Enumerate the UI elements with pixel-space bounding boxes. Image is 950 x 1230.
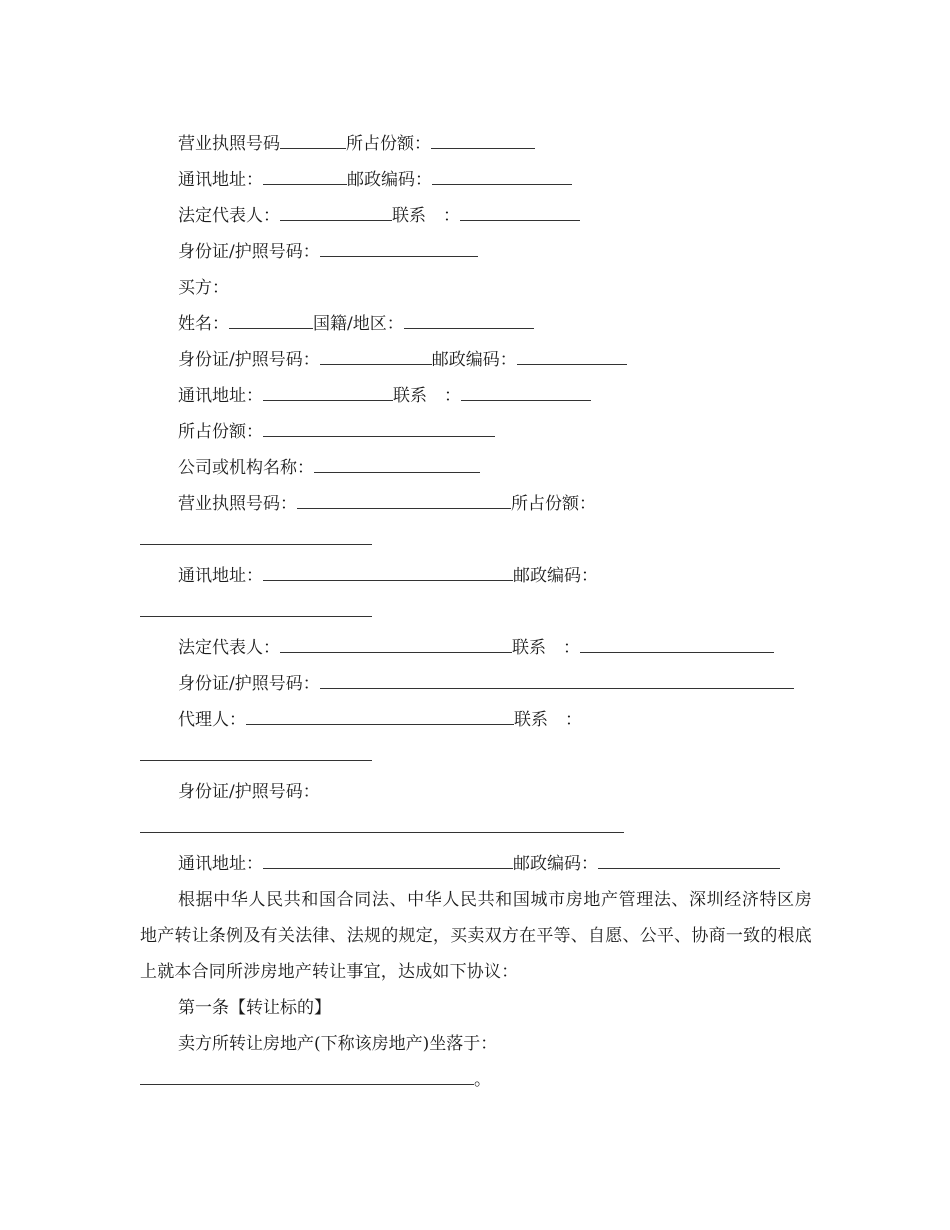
seller-address-label: 通讯地址： — [178, 170, 263, 190]
seller-legal-rep-row — [0, 198, 580, 234]
buyer-legal-rep-label: 法定代表人： — [178, 638, 280, 658]
buyer-agent-address-blank[interactable] — [263, 867, 513, 869]
buyer-name-row — [0, 306, 534, 342]
buyer-heading-text: 买方： — [178, 278, 229, 298]
buyer-share-blank[interactable] — [263, 435, 495, 437]
buyer-nationality-label: 国籍/地区： — [313, 314, 404, 334]
seller-license-blank[interactable] — [280, 147, 346, 149]
buyer-contact3-row — [0, 738, 372, 774]
seller-license-label: 营业执照号码 — [178, 134, 280, 154]
buyer-legal-rep-row — [0, 630, 774, 666]
buyer-license-label: 营业执照号码： — [178, 494, 297, 514]
article1-title-text: 第一条【转让标的】 — [178, 998, 331, 1018]
buyer-contact-blank[interactable] — [461, 399, 591, 401]
buyer-contact3-blank[interactable] — [140, 759, 372, 761]
seller-share-blank[interactable] — [431, 147, 535, 149]
buyer-id-label: 身份证/护照号码： — [178, 350, 320, 370]
buyer-agent-address-label: 通讯地址： — [178, 854, 263, 874]
buyer-nationality-blank[interactable] — [404, 327, 534, 329]
buyer-address2-label: 通讯地址： — [178, 566, 263, 586]
buyer-contact-label: 联系 ： — [393, 386, 461, 406]
buyer-agent-id-blank-row — [0, 810, 624, 846]
buyer-share2-label: 所占份额： — [511, 494, 596, 514]
buyer-name-label: 姓名： — [178, 314, 229, 334]
buyer-postcode2-row — [0, 594, 372, 630]
seller-legal-rep-blank[interactable] — [280, 219, 392, 221]
buyer-share-row — [0, 414, 495, 450]
seller-address-blank[interactable] — [263, 183, 347, 185]
seller-postcode-blank[interactable] — [432, 183, 572, 185]
buyer-id2-label: 身份证/护照号码： — [178, 674, 320, 694]
buyer-id-row — [0, 342, 627, 378]
seller-id-blank[interactable] — [320, 255, 478, 257]
seller-id-row — [0, 234, 478, 270]
buyer-address2-blank[interactable] — [263, 579, 513, 581]
buyer-postcode2-label: 邮政编码： — [513, 566, 598, 586]
buyer-license-row — [0, 486, 596, 522]
seller-postcode-label: 邮政编码： — [347, 170, 432, 190]
buyer-contact2-label: 联系 ： — [512, 638, 580, 658]
seller-id-label: 身份证/护照号码： — [178, 242, 320, 262]
buyer-share2-blank[interactable] — [140, 543, 372, 545]
buyer-agent-row — [0, 702, 582, 738]
seller-share-label: 所占份额： — [346, 134, 431, 154]
seller-legal-rep-label: 法定代表人： — [178, 206, 280, 226]
article1-text-row — [0, 1026, 497, 1062]
buyer-id-blank[interactable] — [320, 363, 432, 365]
buyer-agent-postcode-label: 邮政编码： — [513, 854, 598, 874]
article1-end-mark: 。 — [474, 1070, 491, 1090]
buyer-postcode-blank[interactable] — [517, 363, 627, 365]
article1-location-row — [0, 1062, 491, 1098]
buyer-address-row — [0, 378, 591, 414]
buyer-agent-id-blank[interactable] — [140, 831, 624, 833]
buyer-contact3-label: 联系 ： — [514, 710, 582, 730]
preamble-paragraph: 根据中华人民共和国合同法、中华人民共和国城市房地产管理法、深圳经济特区房地产转让条例及有关法律、法规的规定，买卖双方在平等、自愿、公平、协商一致的根底上就本合同所涉房地产转让事宜，达成如下协议： — [140, 890, 812, 982]
buyer-address2-row — [0, 558, 598, 594]
buyer-agent-id-label: 身份证/护照号码： — [178, 782, 320, 802]
buyer-company-row — [0, 450, 480, 486]
seller-license-row — [0, 126, 535, 162]
buyer-agent-label: 代理人： — [178, 710, 246, 730]
buyer-postcode-label: 邮政编码： — [431, 350, 517, 370]
buyer-license-blank[interactable] — [297, 507, 511, 509]
buyer-address-label: 通讯地址： — [178, 386, 263, 406]
buyer-agent-address-row — [0, 846, 780, 882]
buyer-agent-blank[interactable] — [246, 723, 514, 725]
buyer-company-blank[interactable] — [314, 471, 480, 473]
buyer-share-label: 所占份额： — [178, 422, 263, 442]
article1-title — [0, 990, 331, 1026]
buyer-share2-row — [0, 522, 372, 558]
buyer-legal-rep-blank[interactable] — [280, 651, 512, 653]
article1-text: 卖方所转让房地产(下称该房地产)坐落于： — [178, 1034, 498, 1054]
buyer-contact2-blank[interactable] — [580, 651, 774, 653]
buyer-postcode2-blank[interactable] — [140, 615, 372, 617]
buyer-agent-id-row — [0, 774, 320, 810]
buyer-id2-blank[interactable] — [320, 687, 794, 689]
buyer-heading — [0, 270, 229, 306]
buyer-agent-postcode-blank[interactable] — [598, 867, 780, 869]
article1-location-blank[interactable] — [140, 1083, 474, 1085]
seller-contact-blank[interactable] — [460, 219, 580, 221]
seller-contact-label: 联系 ： — [392, 206, 460, 226]
buyer-company-label: 公司或机构名称： — [178, 458, 314, 478]
seller-address-row — [0, 162, 572, 198]
buyer-name-blank[interactable] — [229, 327, 313, 329]
buyer-id2-row — [0, 666, 794, 702]
buyer-address-blank[interactable] — [263, 399, 393, 401]
